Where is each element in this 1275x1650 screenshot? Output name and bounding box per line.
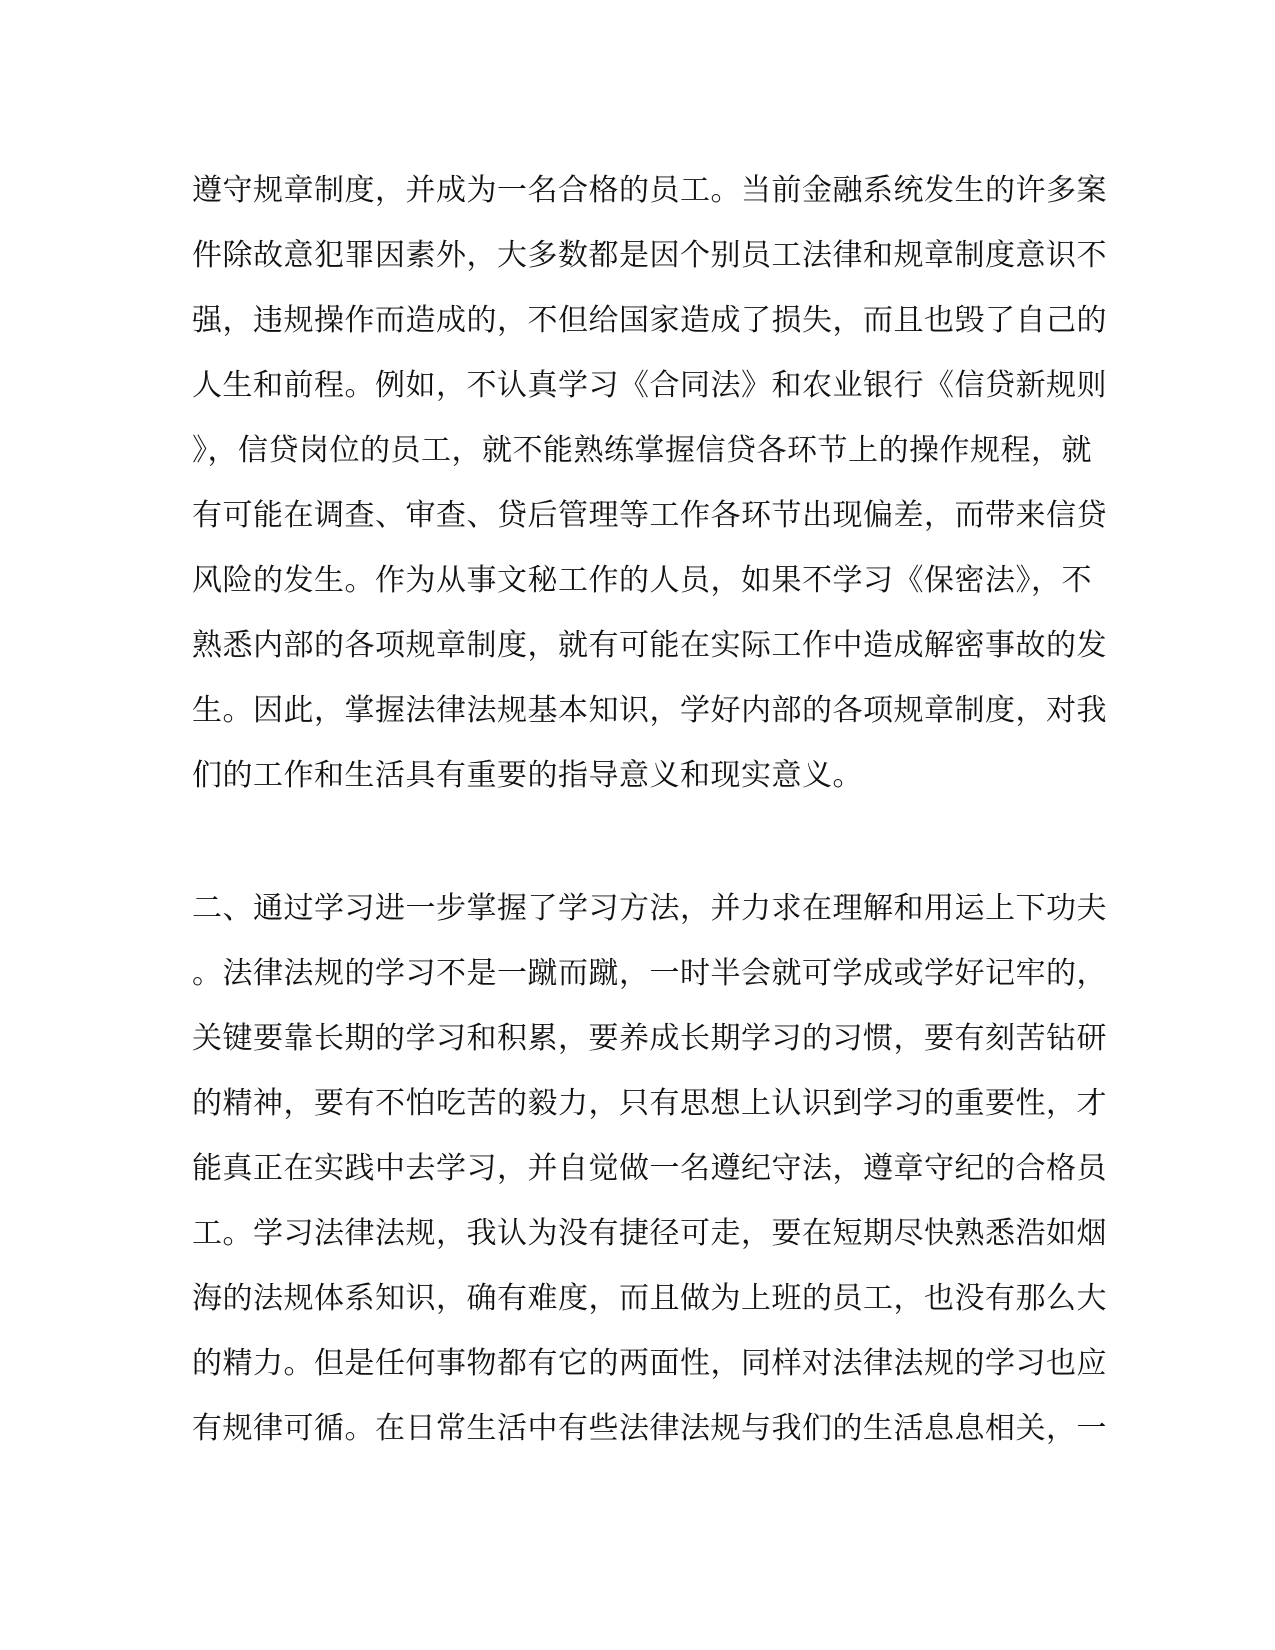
text-line: 。法律法规的学习不是一蹴而蹴，一时半会就可学成或学好记牢的， [192, 956, 1107, 991]
text-line: 人生和前程。例如，不认真学习《合同法》和农业银行《信贷新规则 [192, 368, 1107, 403]
paragraph-2 [192, 876, 1107, 1461]
text-line: 工。学习法律法规，我认为没有捷径可走，要在短期尽快熟悉浩如烟 [192, 1216, 1107, 1251]
text-line: 生。因此，掌握法律法规基本知识，学好内部的各项规章制度，对我 [192, 693, 1107, 728]
text-line: 二、通过学习进一步掌握了学习方法，并力求在理解和用运上下功夫 [192, 891, 1107, 926]
text-line: 海的法规体系知识，确有难度，而且做为上班的员工，也没有那么大 [192, 1281, 1107, 1316]
text-line: 件除故意犯罪因素外，大多数都是因个别员工法律和规章制度意识不 [192, 238, 1107, 273]
text-line: 熟悉内部的各项规章制度，就有可能在实际工作中造成解密事故的发 [192, 628, 1107, 663]
text-line: 强，违规操作而造成的，不但给国家造成了损失，而且也毁了自己的 [192, 303, 1107, 338]
text-line: 关键要靠长期的学习和积累，要养成长期学习的习惯，要有刻苦钻研 [192, 1021, 1107, 1056]
text-line: 》，信贷岗位的员工，就不能熟练掌握信贷各环节上的操作规程，就 [192, 433, 1092, 468]
text-line: 风险的发生。作为从事文秘工作的人员，如果不学习《保密法》，不 [192, 563, 1092, 598]
text-line: 有可能在调查、审查、贷后管理等工作各环节出现偏差，而带来信贷 [192, 498, 1107, 533]
text-line: 的精神，要有不怕吃苦的毅力，只有思想上认识到学习的重要性，才 [192, 1086, 1107, 1121]
text-line: 们的工作和生活具有重要的指导意义和现实意义。 [192, 758, 863, 793]
paragraph-1 [192, 158, 1107, 808]
text-line: 有规律可循。在日常生活中有些法律法规与我们的生活息息相关，一 [192, 1411, 1107, 1446]
text-line: 的精力。但是任何事物都有它的两面性，同样对法律法规的学习也应 [192, 1346, 1107, 1381]
text-line: 能真正在实践中去学习，并自觉做一名遵纪守法，遵章守纪的合格员 [192, 1151, 1107, 1186]
text-line: 遵守规章制度，并成为一名合格的员工。当前金融系统发生的许多案 [192, 173, 1107, 208]
